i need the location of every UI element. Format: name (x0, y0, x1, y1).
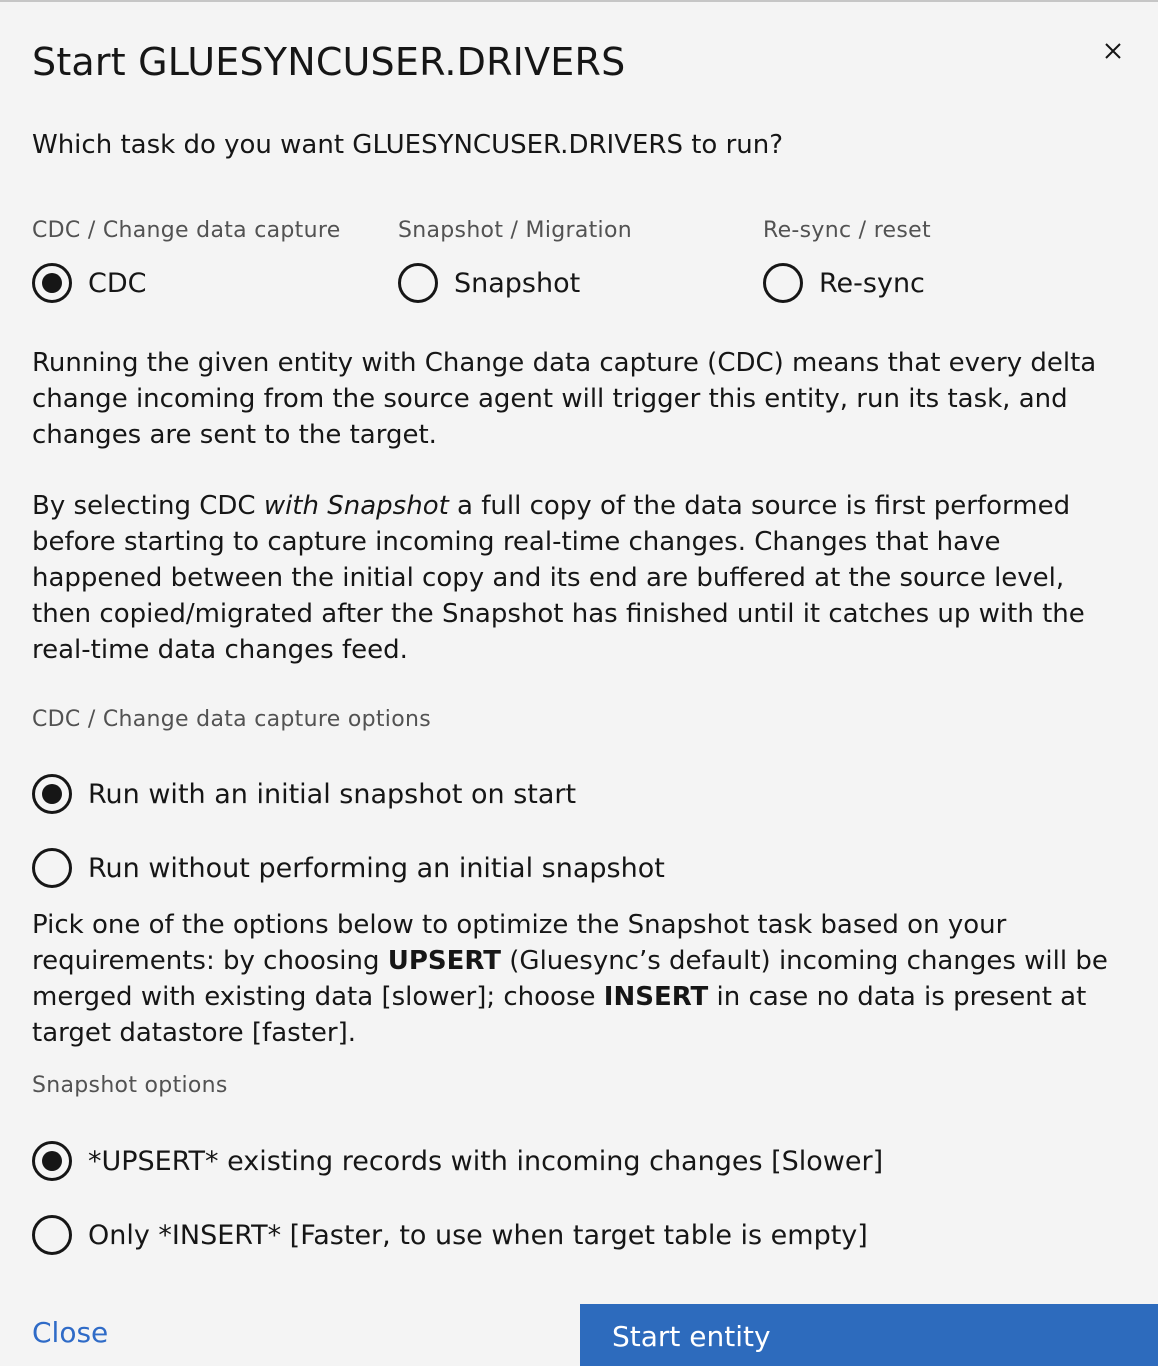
group-label-snapshot: Snapshot / Migration (398, 218, 632, 243)
snapshot-desc-suffix: a full copy of the data source is first performed before starting to capture incoming real-time changes. Changes that have happened between the initial copy and its end are buffered at the source level, then copied/migrated after the Snapshot has finished until it catches up with the real-time data changes feed. (32, 491, 1085, 665)
snapshot-options-label: Snapshot options (32, 1073, 228, 1098)
snapshot-help-part1: Pick one of the options below to optimize the Snapshot task based on your requirements: by choosing (32, 910, 1007, 976)
task-option-resync (763, 218, 931, 303)
radio-insert[interactable] (32, 1215, 868, 1255)
radio-button-upsert[interactable] (32, 1141, 72, 1181)
radio-label-resync: Re-sync (819, 267, 925, 299)
close-modal-button[interactable] (1098, 36, 1128, 66)
radio-label-initial-snapshot: Run with an initial snapshot on start (88, 778, 577, 810)
task-option-snapshot (398, 218, 632, 303)
group-label-cdc: CDC / Change data capture (32, 218, 341, 243)
radio-label-insert: Only *INSERT* [Faster, to use when target table is empty] (88, 1219, 868, 1251)
radio-button-insert[interactable] (32, 1215, 72, 1255)
cdc-options-label: CDC / Change data capture options (32, 707, 431, 732)
snapshot-help-part3: in case no data is present at target datastore [faster]. (32, 982, 1087, 1048)
radio-button-cdc[interactable] (32, 263, 72, 303)
cdc-description: Running the given entity with Change data capture (CDC) means that every delta change incoming from the source agent will trigger this entity, run its task, and changes are sent to the target. (32, 348, 1097, 450)
radio-cdc[interactable] (32, 263, 341, 303)
snapshot-help-upsert: UPSERT (387, 946, 502, 976)
task-option-cdc (32, 218, 341, 303)
radio-snapshot[interactable] (398, 263, 632, 303)
snapshot-help-insert: INSERT (603, 982, 709, 1012)
radio-label-upsert: *UPSERT* existing records with incoming changes [Slower] (88, 1145, 884, 1177)
snapshot-description (32, 488, 1127, 668)
radio-no-initial-snapshot[interactable] (32, 848, 665, 888)
radio-upsert[interactable] (32, 1141, 883, 1181)
radio-button-snapshot[interactable] (398, 263, 438, 303)
start-entity-button[interactable]: Start entity (580, 1304, 1158, 1366)
snapshot-help-text (32, 907, 1127, 1051)
radio-label-no-initial-snapshot: Run without performing an initial snapshot (88, 852, 665, 884)
radio-button-resync[interactable] (763, 263, 803, 303)
snapshot-desc-prefix: By selecting CDC (32, 491, 264, 521)
task-question: Which task do you want GLUESYNCUSER.DRIVERS to run? (32, 130, 784, 160)
radio-button-no-initial-snapshot[interactable] (32, 848, 72, 888)
radio-label-cdc: CDC (88, 267, 147, 299)
radio-resync[interactable] (763, 263, 931, 303)
close-link[interactable]: Close (32, 1316, 109, 1349)
snapshot-help-part2: (Gluesync’s default) incoming changes will be merged with existing data [slower]; choose (32, 946, 1108, 1012)
radio-initial-snapshot[interactable] (32, 774, 576, 814)
radio-label-snapshot: Snapshot (454, 267, 581, 299)
radio-button-initial-snapshot[interactable] (32, 774, 72, 814)
snapshot-desc-italic-snapshot: Snapshot (327, 491, 449, 521)
group-label-resync: Re-sync / reset (763, 218, 931, 243)
modal-title: Start GLUESYNCUSER.DRIVERS (32, 40, 626, 84)
snapshot-desc-italic-with: with (263, 491, 319, 521)
close-icon (1104, 42, 1122, 60)
